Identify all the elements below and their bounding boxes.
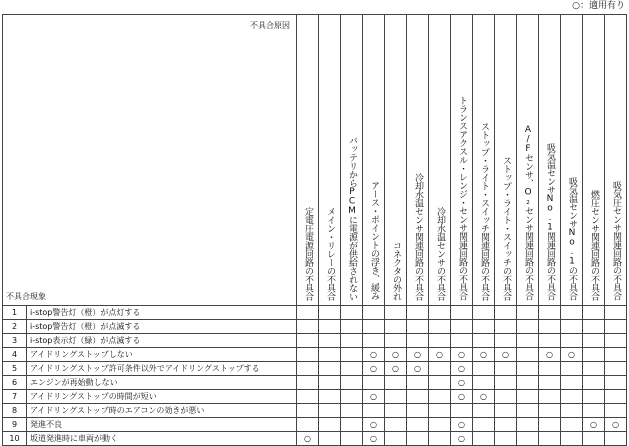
symptom-cell: i-stop警告灯（橙）が点灯する: [27, 306, 297, 320]
mark-cell: [583, 320, 605, 334]
cause-label: バッテリからPCMに電源が供給されない: [347, 135, 357, 300]
mark-cell: [583, 334, 605, 348]
mark-cell: [429, 320, 451, 334]
symptom-cell: 発進不良: [27, 418, 297, 432]
mark-cell: [473, 404, 495, 418]
mark-cell: [495, 404, 517, 418]
row-number: 7: [3, 390, 27, 404]
mark-cell: [495, 334, 517, 348]
mark-cell: [341, 418, 363, 432]
table-row: [3, 418, 627, 432]
applicable-mark: ○: [363, 432, 385, 446]
mark-cell: [605, 348, 627, 362]
mark-cell: [385, 320, 407, 334]
mark-cell: [341, 376, 363, 390]
applicable-mark: ○: [385, 362, 407, 376]
table-row: [3, 306, 627, 320]
mark-cell: [319, 320, 341, 334]
mark-cell: [539, 404, 561, 418]
mark-cell: [539, 376, 561, 390]
mark-cell: [341, 348, 363, 362]
table-row: [3, 348, 627, 362]
mark-cell: [385, 432, 407, 446]
cause-header-3: [341, 15, 363, 306]
mark-cell: [605, 432, 627, 446]
matrix-body: [3, 306, 627, 446]
corner-cell: [3, 15, 297, 306]
cause-label: 冷却水温センサ関連回路の不具合: [413, 172, 423, 300]
applicable-mark: ○: [451, 432, 473, 446]
mark-cell: [495, 362, 517, 376]
applicable-mark: ○: [407, 362, 429, 376]
mark-cell: [517, 334, 539, 348]
mark-cell: [363, 404, 385, 418]
mark-cell: [473, 334, 495, 348]
cause-label: コネクタの外れ: [391, 240, 401, 300]
mark-cell: [605, 376, 627, 390]
mark-cell: [561, 390, 583, 404]
cause-label: 冷却水温センサの不具合: [435, 206, 445, 300]
symptom-cell: アイドリングストップ時のエアコンの効きが悪い: [27, 404, 297, 418]
mark-cell: [297, 320, 319, 334]
mark-cell: [407, 306, 429, 320]
header-row: [3, 15, 627, 306]
mark-cell: [473, 432, 495, 446]
mark-cell: [539, 418, 561, 432]
cause-header-11: [517, 15, 539, 306]
mark-cell: [561, 376, 583, 390]
row-number: 8: [3, 404, 27, 418]
cause-header-7: [429, 15, 451, 306]
table-row: [3, 404, 627, 418]
mark-cell: [517, 432, 539, 446]
mark-cell: [583, 390, 605, 404]
mark-cell: [429, 418, 451, 432]
applicable-mark: ○: [407, 348, 429, 362]
applicable-mark: ○: [429, 348, 451, 362]
mark-cell: [319, 418, 341, 432]
mark-cell: [429, 334, 451, 348]
mark-cell: [363, 376, 385, 390]
mark-cell: [539, 320, 561, 334]
mark-cell: [561, 320, 583, 334]
mark-cell: [297, 348, 319, 362]
mark-cell: [451, 320, 473, 334]
cause-header-4: [363, 15, 385, 306]
mark-cell: [583, 432, 605, 446]
cause-label: ストップ・ライト・スイッチの不具合: [501, 155, 511, 300]
mark-cell: [583, 376, 605, 390]
mark-cell: [495, 306, 517, 320]
mark-cell: [385, 390, 407, 404]
symptom-cell: アイドリングストップ許可条件以外でアイドリングストップする: [27, 362, 297, 376]
mark-cell: [385, 306, 407, 320]
cause-axis-label: 不具合原因: [250, 21, 290, 30]
mark-cell: [297, 404, 319, 418]
mark-cell: [429, 362, 451, 376]
mark-cell: [341, 390, 363, 404]
mark-cell: [363, 320, 385, 334]
applicable-mark: ○: [451, 362, 473, 376]
applicable-mark: ○: [451, 418, 473, 432]
mark-cell: [583, 404, 605, 418]
mark-cell: [429, 306, 451, 320]
cause-label: A/Fセンサ、O₂センサ関連回路の不具合: [523, 125, 533, 300]
mark-cell: [561, 432, 583, 446]
cause-label: 吸気温センサNo.1関連回路の不具合: [545, 143, 555, 300]
applicable-mark: ○: [297, 432, 319, 446]
mark-cell: [605, 306, 627, 320]
applicable-mark: ○: [473, 348, 495, 362]
cause-label: 吸気温センサNo.1の不具合: [567, 177, 577, 300]
row-number: 2: [3, 320, 27, 334]
mark-cell: [407, 334, 429, 348]
mark-cell: [407, 432, 429, 446]
cause-header-6: [407, 15, 429, 306]
mark-cell: [561, 334, 583, 348]
row-number: 3: [3, 334, 27, 348]
mark-cell: [319, 376, 341, 390]
mark-cell: [407, 404, 429, 418]
applicable-mark: ○: [495, 348, 517, 362]
mark-cell: [583, 348, 605, 362]
applicable-mark: ○: [605, 418, 627, 432]
mark-cell: [605, 334, 627, 348]
mark-cell: [341, 334, 363, 348]
cause-label: トランスアクスル・レンジ・センサ関連回路の不具合: [457, 96, 467, 300]
mark-cell: [495, 418, 517, 432]
mark-cell: [319, 334, 341, 348]
mark-cell: [517, 390, 539, 404]
row-number: 10: [3, 432, 27, 446]
mark-cell: [297, 390, 319, 404]
mark-cell: [429, 376, 451, 390]
mark-cell: [385, 404, 407, 418]
symptom-cell: エンジンが再始動しない: [27, 376, 297, 390]
mark-cell: [385, 418, 407, 432]
mark-cell: [407, 390, 429, 404]
applicable-mark: ○: [451, 348, 473, 362]
mark-cell: [341, 404, 363, 418]
mark-cell: [473, 320, 495, 334]
cause-header-5: [385, 15, 407, 306]
mark-cell: [407, 320, 429, 334]
mark-cell: [451, 306, 473, 320]
cause-header-10: [495, 15, 517, 306]
cause-header-15: [605, 15, 627, 306]
mark-cell: [341, 306, 363, 320]
mark-cell: [495, 320, 517, 334]
mark-cell: [605, 390, 627, 404]
symptom-cell: i-stop表示灯（緑）が点滅する: [27, 334, 297, 348]
mark-cell: [539, 432, 561, 446]
applicable-mark: ○: [451, 390, 473, 404]
table-row: [3, 362, 627, 376]
mark-cell: [539, 390, 561, 404]
applicable-mark: ○: [451, 376, 473, 390]
cause-header-8: [451, 15, 473, 306]
table-row: [3, 390, 627, 404]
applicable-mark: ○: [363, 362, 385, 376]
mark-cell: [583, 306, 605, 320]
mark-cell: [385, 376, 407, 390]
mark-cell: [517, 418, 539, 432]
mark-cell: [451, 404, 473, 418]
mark-cell: [429, 404, 451, 418]
mark-cell: [583, 362, 605, 376]
mark-cell: [517, 376, 539, 390]
mark-cell: [605, 362, 627, 376]
mark-cell: [561, 306, 583, 320]
fault-matrix-table: [2, 14, 627, 446]
symptom-cell: アイドリングストップの時間が短い: [27, 390, 297, 404]
mark-cell: [495, 376, 517, 390]
mark-cell: [297, 376, 319, 390]
symptom-cell: i-stop警告灯（橙）が点滅する: [27, 320, 297, 334]
mark-cell: [297, 418, 319, 432]
mark-cell: [561, 404, 583, 418]
cause-label: 燃圧センサ関連回路の不具合: [589, 189, 599, 300]
cause-header-14: [583, 15, 605, 306]
mark-cell: [319, 348, 341, 362]
mark-cell: [517, 348, 539, 362]
table-row: [3, 432, 627, 446]
mark-cell: [473, 362, 495, 376]
mark-cell: [539, 334, 561, 348]
mark-cell: [319, 362, 341, 376]
mark-cell: [561, 418, 583, 432]
mark-cell: [429, 432, 451, 446]
mark-cell: [495, 390, 517, 404]
cause-label: 定電圧電源回路の不具合: [303, 206, 313, 300]
row-number: 4: [3, 348, 27, 362]
mark-cell: [363, 334, 385, 348]
applicable-mark: ○: [539, 348, 561, 362]
symptom-cell: アイドリングストップしない: [27, 348, 297, 362]
mark-cell: [561, 362, 583, 376]
mark-cell: [297, 334, 319, 348]
mark-cell: [517, 362, 539, 376]
legend: ○：適用有り: [572, 1, 625, 11]
cause-header-9: [473, 15, 495, 306]
row-number: 5: [3, 362, 27, 376]
cause-label: 吸気圧センサ関連回路の不具合: [611, 181, 621, 300]
applicable-mark: ○: [473, 390, 495, 404]
mark-cell: [539, 306, 561, 320]
mark-cell: [605, 404, 627, 418]
cause-header-12: [539, 15, 561, 306]
mark-cell: [385, 334, 407, 348]
mark-cell: [319, 390, 341, 404]
mark-cell: [517, 404, 539, 418]
mark-cell: [297, 362, 319, 376]
mark-cell: [341, 362, 363, 376]
mark-cell: [319, 432, 341, 446]
mark-cell: [429, 390, 451, 404]
mark-cell: [363, 306, 385, 320]
mark-cell: [495, 432, 517, 446]
applicable-mark: ○: [385, 348, 407, 362]
cause-label: アース・ポイントの浮き、緩み: [369, 181, 379, 300]
table-row: [3, 320, 627, 334]
row-number: 9: [3, 418, 27, 432]
row-number: 1: [3, 306, 27, 320]
applicable-mark: ○: [363, 418, 385, 432]
mark-cell: [451, 334, 473, 348]
cause-label: ストップ・ライト・スイッチ関連回路の不具合: [479, 121, 489, 300]
mark-cell: [517, 306, 539, 320]
applicable-mark: ○: [363, 348, 385, 362]
applicable-mark: ○: [363, 390, 385, 404]
applicable-mark: ○: [583, 418, 605, 432]
row-number: 6: [3, 376, 27, 390]
mark-cell: [605, 320, 627, 334]
mark-cell: [297, 306, 319, 320]
symptom-cell: 坂道発進時に車両が動く: [27, 432, 297, 446]
mark-cell: [473, 376, 495, 390]
mark-cell: [407, 376, 429, 390]
mark-cell: [319, 306, 341, 320]
mark-cell: [473, 306, 495, 320]
cause-label: メイン・リレーの不具合: [325, 206, 335, 300]
mark-cell: [319, 404, 341, 418]
mark-cell: [407, 418, 429, 432]
table-row: [3, 334, 627, 348]
cause-header-13: [561, 15, 583, 306]
applicable-mark: ○: [561, 348, 583, 362]
mark-cell: [517, 320, 539, 334]
symptom-axis-label: 不具合現象: [6, 292, 46, 301]
table-row: [3, 376, 627, 390]
mark-cell: [341, 320, 363, 334]
mark-cell: [539, 362, 561, 376]
cause-header-2: [319, 15, 341, 306]
cause-header-1: [297, 15, 319, 306]
mark-cell: [341, 432, 363, 446]
mark-cell: [473, 418, 495, 432]
